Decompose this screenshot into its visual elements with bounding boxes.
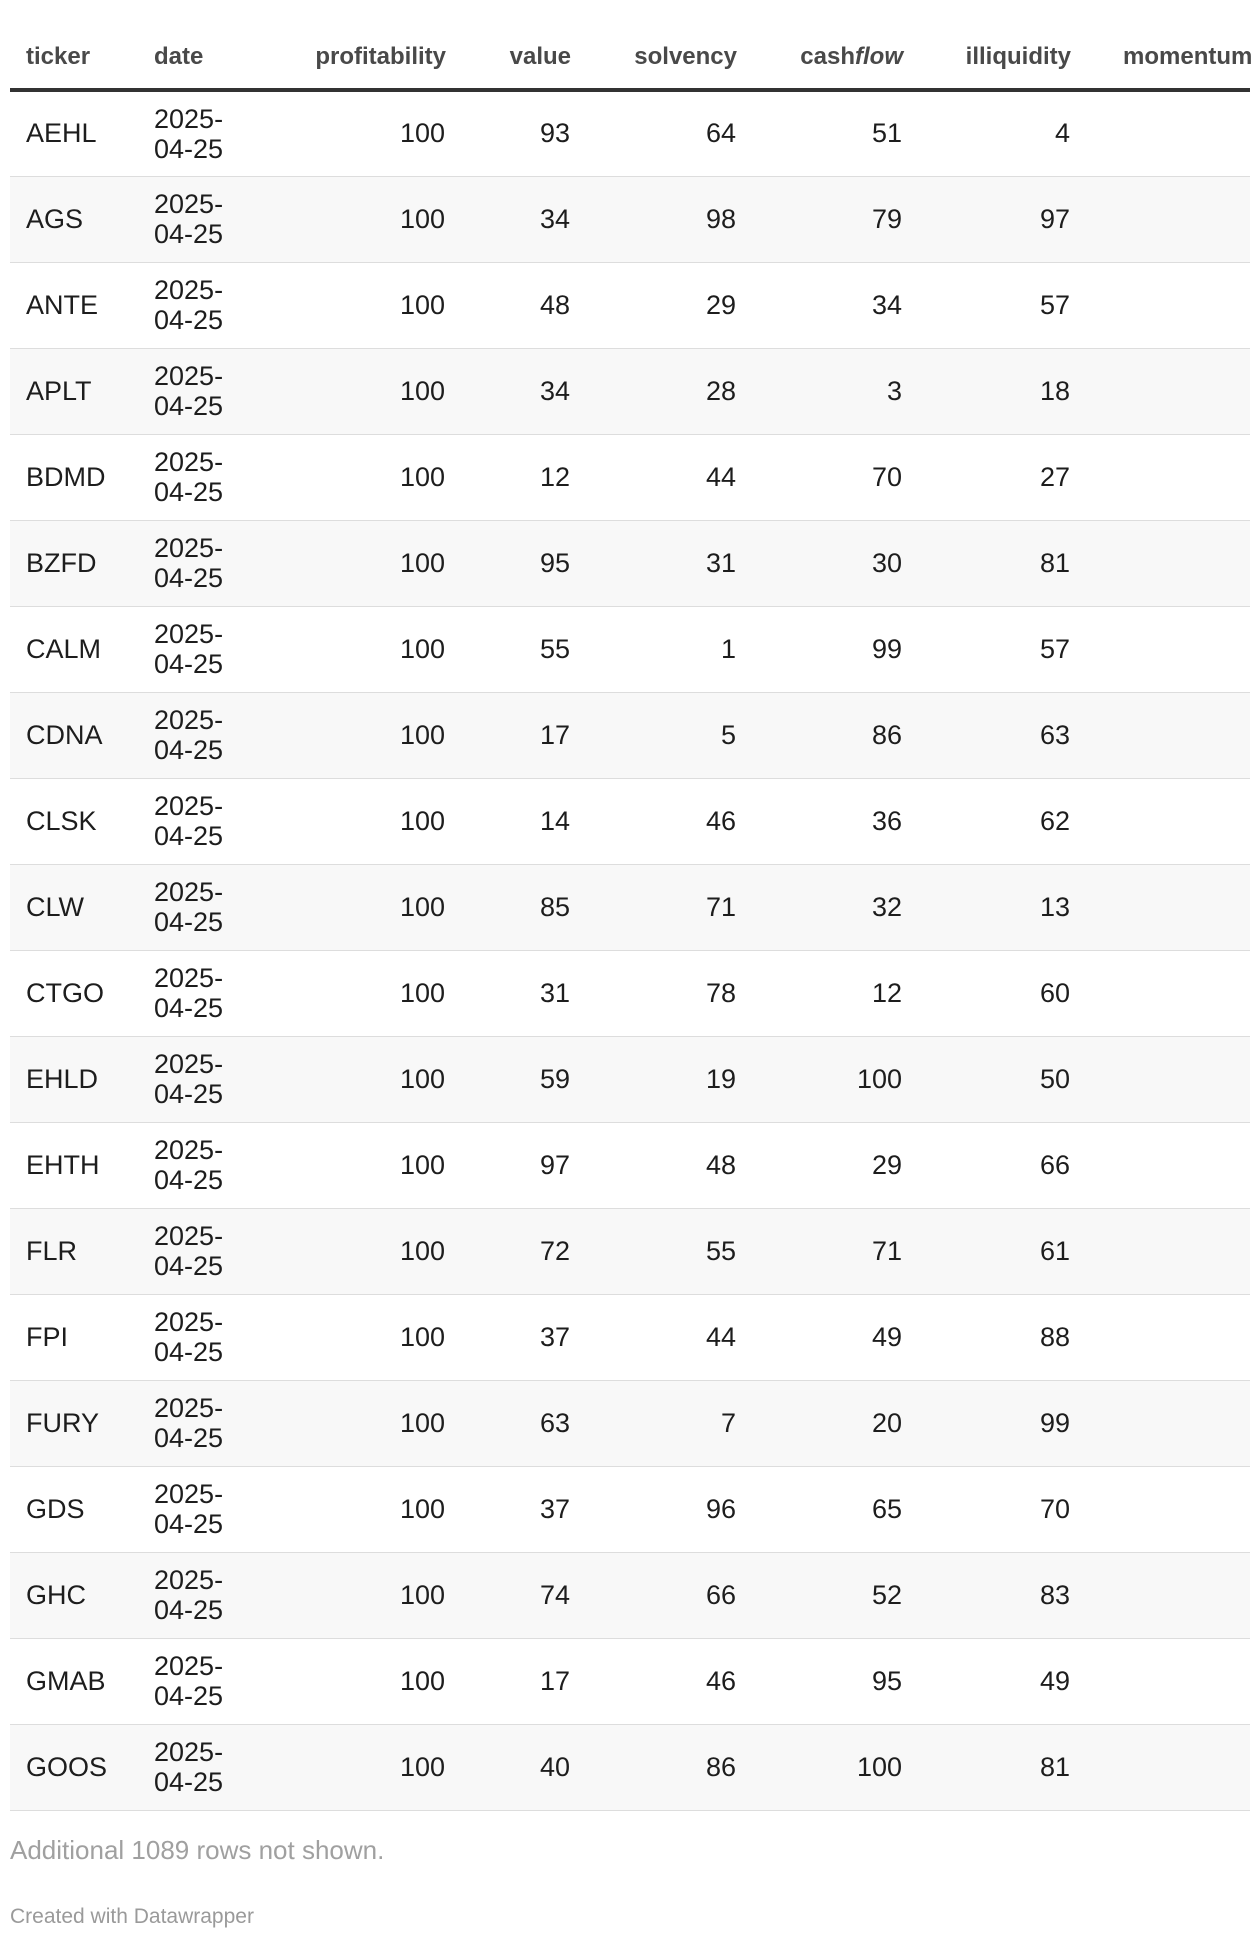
cell-value: 17 xyxy=(446,692,571,778)
cell-cashflow: 49 xyxy=(737,1294,903,1380)
cell-date: 2025- 04-25 xyxy=(154,434,274,520)
cell-value: 55 xyxy=(446,606,571,692)
cell-date: 2025- 04-25 xyxy=(154,348,274,434)
cell-profitability: 100 xyxy=(274,864,446,950)
cell-profitability: 100 xyxy=(274,434,446,520)
column-header-date xyxy=(154,28,274,90)
cell-illiquidity: 13 xyxy=(903,864,1071,950)
cell-profitability: 100 xyxy=(274,1638,446,1724)
cell-profitability: 100 xyxy=(274,778,446,864)
cell-solvency: 48 xyxy=(571,1122,737,1208)
cell-date: 2025- 04-25 xyxy=(154,606,274,692)
table-row xyxy=(10,1466,1250,1552)
data-table xyxy=(10,28,1250,1811)
cell-illiquidity: 99 xyxy=(903,1380,1071,1466)
table-row xyxy=(10,1294,1250,1380)
cell-profitability: 100 xyxy=(274,262,446,348)
cell-date: 2025- 04-25 xyxy=(154,262,274,348)
cell-value: 85 xyxy=(446,864,571,950)
cell-momentum xyxy=(1071,864,1250,950)
cell-momentum xyxy=(1071,692,1250,778)
column-header-label: illiquidity xyxy=(965,43,1071,70)
cell-solvency: 96 xyxy=(571,1466,737,1552)
cell-date: 2025- 04-25 xyxy=(154,1208,274,1294)
cell-solvency: 1 xyxy=(571,606,737,692)
cell-ticker: GMAB xyxy=(10,1638,154,1724)
table-row xyxy=(10,1724,1250,1810)
cell-profitability: 100 xyxy=(274,348,446,434)
cell-illiquidity: 97 xyxy=(903,176,1071,262)
column-header-label: cash xyxy=(800,43,855,70)
cell-solvency: 31 xyxy=(571,520,737,606)
cell-cashflow: 70 xyxy=(737,434,903,520)
table-row xyxy=(10,1122,1250,1208)
cell-solvency: 46 xyxy=(571,1638,737,1724)
cell-momentum xyxy=(1071,176,1250,262)
cell-date: 2025- 04-25 xyxy=(154,176,274,262)
cell-solvency: 5 xyxy=(571,692,737,778)
cell-illiquidity: 50 xyxy=(903,1036,1071,1122)
cell-cashflow: 52 xyxy=(737,1552,903,1638)
cell-illiquidity: 62 xyxy=(903,778,1071,864)
cell-cashflow: 12 xyxy=(737,950,903,1036)
column-header-label: date xyxy=(154,43,204,70)
cell-value: 31 xyxy=(446,950,571,1036)
cell-cashflow: 79 xyxy=(737,176,903,262)
cell-value: 14 xyxy=(446,778,571,864)
cell-solvency: 98 xyxy=(571,176,737,262)
cell-profitability: 100 xyxy=(274,1122,446,1208)
cell-value: 34 xyxy=(446,176,571,262)
cell-date: 2025- 04-25 xyxy=(154,1552,274,1638)
cell-profitability: 100 xyxy=(274,1208,446,1294)
cell-illiquidity: 57 xyxy=(903,606,1071,692)
cell-solvency: 86 xyxy=(571,1724,737,1810)
cell-date: 2025- 04-25 xyxy=(154,1036,274,1122)
cell-profitability: 100 xyxy=(274,692,446,778)
cell-cashflow: 34 xyxy=(737,262,903,348)
cell-cashflow: 32 xyxy=(737,864,903,950)
cell-solvency: 71 xyxy=(571,864,737,950)
column-header-illiquidity xyxy=(903,28,1071,90)
cell-ticker: CTGO xyxy=(10,950,154,1036)
cell-value: 17 xyxy=(446,1638,571,1724)
cell-illiquidity: 57 xyxy=(903,262,1071,348)
cell-solvency: 29 xyxy=(571,262,737,348)
cell-solvency: 66 xyxy=(571,1552,737,1638)
column-header-value xyxy=(446,28,571,90)
cell-value: 40 xyxy=(446,1724,571,1810)
cell-illiquidity: 27 xyxy=(903,434,1071,520)
cell-profitability: 100 xyxy=(274,606,446,692)
cell-ticker: AGS xyxy=(10,176,154,262)
cell-date: 2025- 04-25 xyxy=(154,1294,274,1380)
cell-illiquidity: 81 xyxy=(903,520,1071,606)
cell-ticker: AEHL xyxy=(10,90,154,176)
cell-ticker: CLSK xyxy=(10,778,154,864)
cell-momentum xyxy=(1071,90,1250,176)
cell-solvency: 44 xyxy=(571,1294,737,1380)
cell-profitability: 100 xyxy=(274,1294,446,1380)
cell-ticker: APLT xyxy=(10,348,154,434)
cell-value: 93 xyxy=(446,90,571,176)
table-row xyxy=(10,1380,1250,1466)
cell-date: 2025- 04-25 xyxy=(154,1724,274,1810)
cell-momentum xyxy=(1071,1380,1250,1466)
cell-cashflow: 29 xyxy=(737,1122,903,1208)
table-header-row xyxy=(10,28,1250,90)
data-table-container xyxy=(10,28,1252,1811)
cell-momentum xyxy=(1071,1724,1250,1810)
cell-profitability: 100 xyxy=(274,1552,446,1638)
cell-date: 2025- 04-25 xyxy=(154,1380,274,1466)
cell-ticker: FPI xyxy=(10,1294,154,1380)
table-row xyxy=(10,176,1250,262)
cell-momentum xyxy=(1071,1036,1250,1122)
cell-ticker: GDS xyxy=(10,1466,154,1552)
cell-illiquidity: 66 xyxy=(903,1122,1071,1208)
cell-profitability: 100 xyxy=(274,1036,446,1122)
table-row xyxy=(10,1638,1250,1724)
cell-momentum xyxy=(1071,778,1250,864)
cell-value: 72 xyxy=(446,1208,571,1294)
cell-cashflow: 71 xyxy=(737,1208,903,1294)
cell-value: 37 xyxy=(446,1466,571,1552)
cell-value: 12 xyxy=(446,434,571,520)
cell-profitability: 100 xyxy=(274,1380,446,1466)
cell-momentum xyxy=(1071,434,1250,520)
column-header-label: value xyxy=(509,43,571,70)
cell-profitability: 100 xyxy=(274,176,446,262)
cell-momentum xyxy=(1071,606,1250,692)
cell-solvency: 46 xyxy=(571,778,737,864)
cell-value: 37 xyxy=(446,1294,571,1380)
cell-cashflow: 99 xyxy=(737,606,903,692)
column-header-label: momentum xyxy=(1123,43,1252,70)
cell-illiquidity: 4 xyxy=(903,90,1071,176)
cell-cashflow: 100 xyxy=(737,1724,903,1810)
cell-date: 2025- 04-25 xyxy=(154,90,274,176)
cell-solvency: 55 xyxy=(571,1208,737,1294)
cell-value: 95 xyxy=(446,520,571,606)
cell-illiquidity: 63 xyxy=(903,692,1071,778)
table-row xyxy=(10,1552,1250,1638)
table-row xyxy=(10,864,1250,950)
column-header-label: ticker xyxy=(26,43,91,70)
cell-ticker: CALM xyxy=(10,606,154,692)
cell-value: 48 xyxy=(446,262,571,348)
cell-momentum xyxy=(1071,950,1250,1036)
column-header-cashflow xyxy=(737,28,903,90)
cell-illiquidity: 60 xyxy=(903,950,1071,1036)
cell-momentum xyxy=(1071,1638,1250,1724)
cell-illiquidity: 88 xyxy=(903,1294,1071,1380)
table-body xyxy=(10,90,1250,1810)
cell-ticker: FLR xyxy=(10,1208,154,1294)
cell-date: 2025- 04-25 xyxy=(154,1122,274,1208)
cell-profitability: 100 xyxy=(274,950,446,1036)
cell-date: 2025- 04-25 xyxy=(154,1466,274,1552)
table-notes: Additional 1089 rows not shown. xyxy=(10,1835,385,1865)
cell-ticker: FURY xyxy=(10,1380,154,1466)
cell-momentum xyxy=(1071,262,1250,348)
cell-ticker: EHLD xyxy=(10,1036,154,1122)
cell-date: 2025- 04-25 xyxy=(154,778,274,864)
table-row xyxy=(10,1036,1250,1122)
cell-profitability: 100 xyxy=(274,1724,446,1810)
cell-illiquidity: 70 xyxy=(903,1466,1071,1552)
cell-momentum xyxy=(1071,1208,1250,1294)
cell-value: 63 xyxy=(446,1380,571,1466)
cell-value: 34 xyxy=(446,348,571,434)
cell-cashflow: 36 xyxy=(737,778,903,864)
cell-date: 2025- 04-25 xyxy=(154,520,274,606)
cell-cashflow: 95 xyxy=(737,1638,903,1724)
cell-date: 2025- 04-25 xyxy=(154,950,274,1036)
cell-cashflow: 30 xyxy=(737,520,903,606)
column-header-label: profitability xyxy=(315,43,446,70)
cell-ticker: CLW xyxy=(10,864,154,950)
table-row xyxy=(10,950,1250,1036)
cell-illiquidity: 61 xyxy=(903,1208,1071,1294)
cell-ticker: GOOS xyxy=(10,1724,154,1810)
cell-illiquidity: 49 xyxy=(903,1638,1071,1724)
cell-value: 74 xyxy=(446,1552,571,1638)
cell-ticker: BDMD xyxy=(10,434,154,520)
cell-date: 2025- 04-25 xyxy=(154,864,274,950)
column-header-solvency xyxy=(571,28,737,90)
column-header-profitability xyxy=(274,28,446,90)
column-header-label: solvency xyxy=(634,43,737,70)
cell-solvency: 44 xyxy=(571,434,737,520)
cell-value: 97 xyxy=(446,1122,571,1208)
cell-cashflow: 3 xyxy=(737,348,903,434)
table-row xyxy=(10,606,1250,692)
datawrapper-credit: Created with Datawrapper xyxy=(10,1905,254,1928)
cell-illiquidity: 81 xyxy=(903,1724,1071,1810)
cell-cashflow: 86 xyxy=(737,692,903,778)
table-row xyxy=(10,692,1250,778)
cell-illiquidity: 18 xyxy=(903,348,1071,434)
cell-momentum xyxy=(1071,348,1250,434)
cell-date: 2025- 04-25 xyxy=(154,1638,274,1724)
table-row xyxy=(10,90,1250,176)
cell-cashflow: 51 xyxy=(737,90,903,176)
cell-date: 2025- 04-25 xyxy=(154,692,274,778)
cell-momentum xyxy=(1071,1122,1250,1208)
cell-momentum xyxy=(1071,1552,1250,1638)
cell-value: 59 xyxy=(446,1036,571,1122)
cell-profitability: 100 xyxy=(274,90,446,176)
column-header-ticker xyxy=(10,28,154,90)
cell-solvency: 19 xyxy=(571,1036,737,1122)
cell-momentum xyxy=(1071,520,1250,606)
cell-cashflow: 20 xyxy=(737,1380,903,1466)
cell-ticker: BZFD xyxy=(10,520,154,606)
table-row xyxy=(10,348,1250,434)
cell-solvency: 78 xyxy=(571,950,737,1036)
cell-ticker: CDNA xyxy=(10,692,154,778)
table-row xyxy=(10,434,1250,520)
cell-ticker: EHTH xyxy=(10,1122,154,1208)
cell-illiquidity: 83 xyxy=(903,1552,1071,1638)
column-header-label-italic: flow xyxy=(855,43,903,70)
column-header-momentum xyxy=(1071,28,1250,90)
cell-cashflow: 100 xyxy=(737,1036,903,1122)
cell-ticker: GHC xyxy=(10,1552,154,1638)
cell-solvency: 64 xyxy=(571,90,737,176)
cell-solvency: 7 xyxy=(571,1380,737,1466)
cell-profitability: 100 xyxy=(274,520,446,606)
cell-ticker: ANTE xyxy=(10,262,154,348)
cell-momentum xyxy=(1071,1466,1250,1552)
cell-cashflow: 65 xyxy=(737,1466,903,1552)
table-row xyxy=(10,1208,1250,1294)
cell-momentum xyxy=(1071,1294,1250,1380)
table-row xyxy=(10,520,1250,606)
table-row xyxy=(10,778,1250,864)
cell-solvency: 28 xyxy=(571,348,737,434)
cell-profitability: 100 xyxy=(274,1466,446,1552)
table-row xyxy=(10,262,1250,348)
